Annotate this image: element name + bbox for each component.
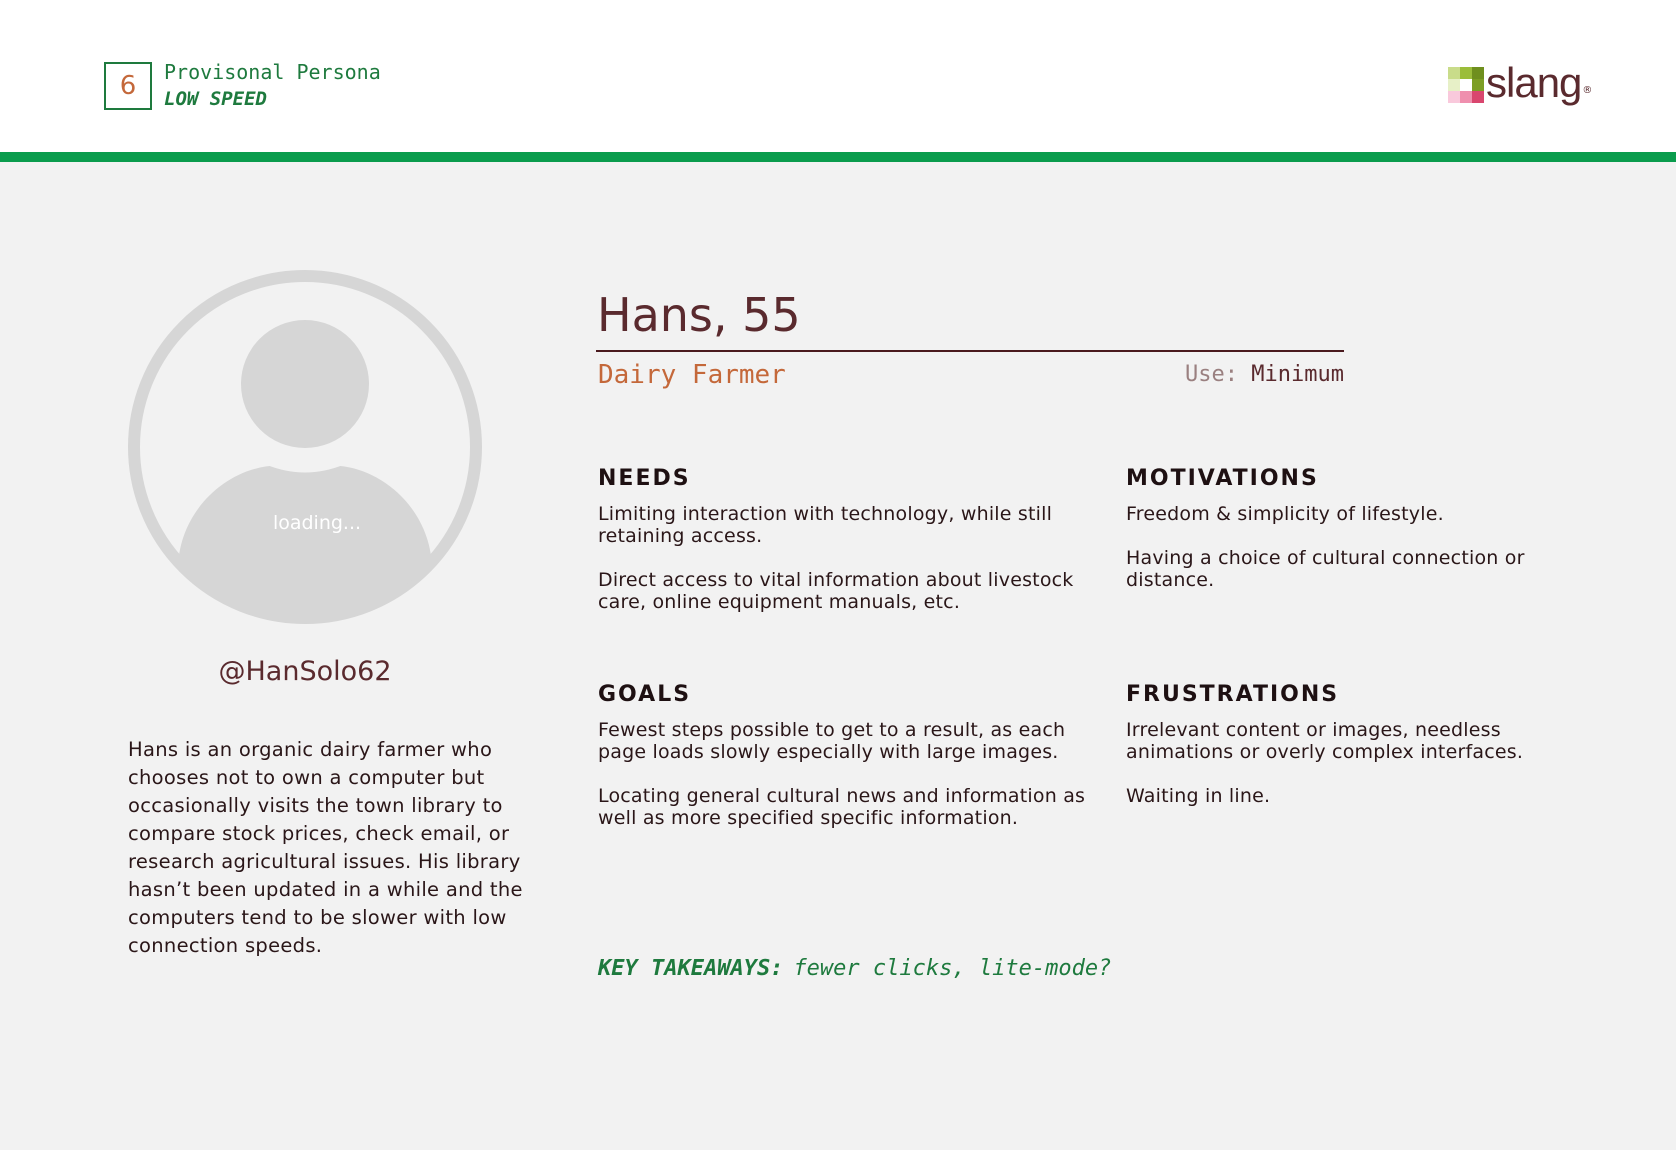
goals-title: GOALS — [598, 682, 692, 707]
key-takeaways-label: KEY TAKEAWAYS: — [598, 956, 784, 981]
motivations-title: MOTIVATIONS — [1126, 466, 1319, 491]
key-takeaways — [598, 956, 1111, 981]
avatar-placeholder-icon — [128, 270, 482, 624]
page-number-badge: 6 — [104, 62, 152, 110]
frustrations-item: Irrelevant content or images, needless animations or overly complex interfaces. — [1126, 719, 1524, 763]
frustrations-title: FRUSTRATIONS — [1126, 682, 1340, 707]
usage-level — [1100, 362, 1344, 387]
persona-bio: Hans is an organic dairy farmer who chooses not to own a computer but occasionally visits the town library to compare stock prices, check email, or research agricultural issues. His library hasn’t been updated in a while and the computers tend to be slower with low connection speeds. — [128, 738, 523, 957]
usage-label: Use: — [1185, 362, 1239, 387]
header-title: Provisonal Persona — [164, 60, 381, 84]
goals-item: Locating general cultural news and information as well as more specified specific information. — [598, 785, 1086, 829]
needs-title: NEEDS — [598, 466, 691, 491]
persona-occupation: Dairy Farmer — [598, 360, 786, 390]
goals-section — [598, 682, 1088, 851]
usage-value: Minimum — [1251, 362, 1344, 387]
frustrations-section — [1126, 682, 1596, 829]
header-subtitle: LOW SPEED — [164, 88, 267, 110]
needs-item: Direct access to vital information about livestock care, online equipment manuals, etc. — [598, 569, 1074, 613]
name-divider — [596, 350, 1344, 352]
header-accent-bar — [0, 152, 1676, 162]
frustrations-item: Waiting in line. — [1126, 785, 1271, 807]
persona-handle: @HanSolo62 — [218, 656, 392, 687]
logo-wordmark: slang — [1486, 59, 1582, 106]
needs-item: Limiting interaction with technology, while still retaining access. — [598, 503, 1053, 547]
goals-item: Fewest steps possible to get to a result, as each page loads slowly especially with large images. — [598, 719, 1066, 763]
avatar-loading-text: loading... — [272, 512, 362, 534]
needs-section — [598, 466, 1098, 635]
slang-logo — [1448, 59, 1593, 106]
motivations-item: Freedom & simplicity of lifestyle. — [1126, 503, 1444, 525]
logo-registered-mark: ® — [1582, 85, 1593, 96]
motivations-section — [1126, 466, 1586, 613]
slang-logo-icon — [1448, 67, 1484, 103]
persona-name: Hans, 55 — [597, 288, 801, 342]
motivations-item: Having a choice of cultural connection or distance. — [1126, 547, 1525, 591]
key-takeaways-value: fewer clicks, lite-mode? — [793, 956, 1112, 981]
